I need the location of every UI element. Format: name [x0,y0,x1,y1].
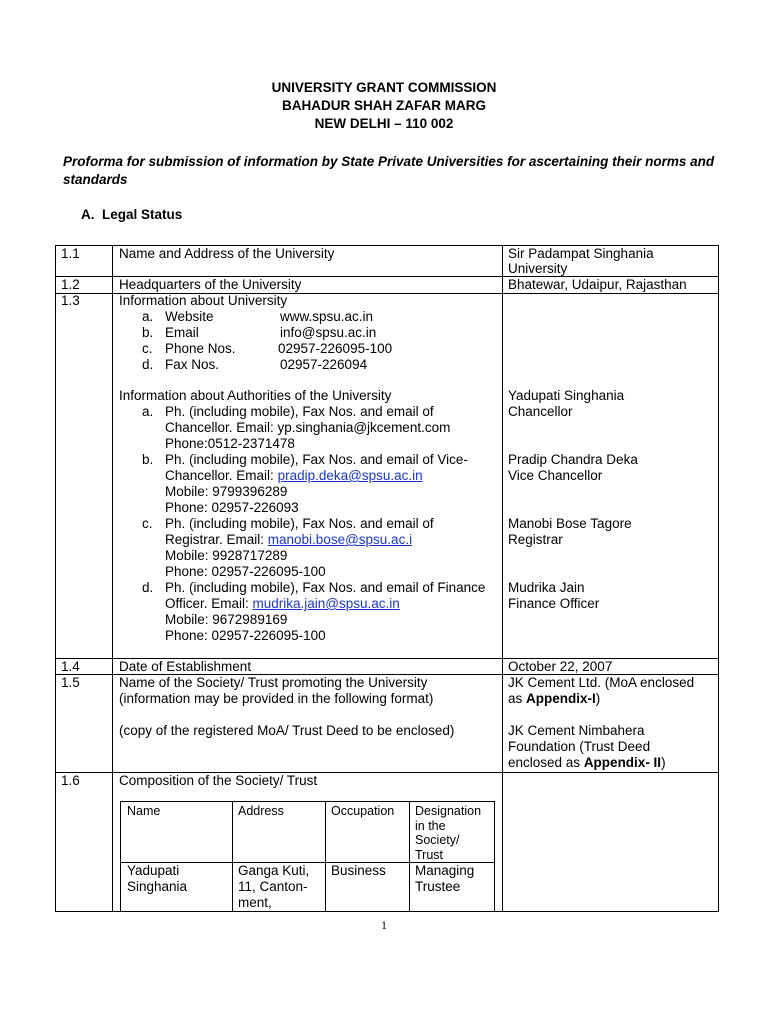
section-title: Legal Status [102,207,183,222]
composition-table [120,801,495,911]
section-marker: A. [81,207,95,222]
phone-value: 02957-226095-100 [278,341,393,356]
row-number: 1.3 [61,293,80,308]
row-label: Composition of the Society/ Trust [119,773,318,788]
list-marker: d. [142,357,154,372]
member-name: Yadupati [127,863,180,878]
member-address: ment, [238,895,272,910]
authority-line: Ph. (including mobile), Fax Nos. and email of Finance [165,580,486,595]
row-number: 1.6 [61,773,80,788]
list-marker: c. [142,341,153,356]
trust-value-appendix: enclosed as Appendix- II) [508,755,666,770]
chancellor-name: Yadupati Singhania [508,388,625,403]
authority-phone: Phone:0512-2371478 [165,436,295,451]
commission-city-line: NEW DELHI – 110 002 [314,116,454,131]
proforma-intro: Proforma for submission of information by State Private Universities for ascertaining their norms and standards [63,154,715,187]
row-label-note: (information may be provided in the following format) [119,691,434,706]
row-number: 1.1 [61,246,80,261]
member-designation: Managing [415,863,475,878]
member-name: Singhania [127,879,188,894]
list-marker: b. [142,452,154,467]
authority-phone: Phone: 02957-226095-100 [165,628,326,643]
chancellor-role: Chancellor [508,404,573,419]
phone-label: Phone Nos. [165,341,236,356]
establishment-date: October 22, 2007 [508,659,613,674]
col-header-designation: Designation [415,804,482,818]
legal-status-table [55,245,719,912]
authority-phone: Phone: 02957-226095-100 [165,564,326,579]
finance-email-link[interactable]: mudrika.jain@spsu.ac.in [252,596,400,611]
authority-line: Ph. (including mobile), Fax Nos. and email of Vice- [165,452,468,467]
row-number: 1.5 [61,675,80,690]
authority-mobile: Mobile: 9672989169 [165,612,288,627]
fax-value: 02957-226094 [280,357,368,372]
university-name-cont: University [508,261,568,276]
col-header-designation: in the [415,818,446,833]
commission-address-line: BAHADUR SHAH ZAFAR MARG [282,98,486,113]
page-number: 1 [381,918,387,932]
authority-email-line: Chancellor. Email: pradip.deka@spsu.ac.in [165,468,423,483]
authority-email-line: Officer. Email: mudrika.jain@spsu.ac.in [165,596,400,611]
list-marker: b. [142,325,154,340]
col-header-name: Name [127,804,161,818]
trust-value: Foundation (Trust Deed [508,739,651,754]
fax-label: Fax Nos. [165,357,220,372]
society-value-appendix: as Appendix-I) [508,691,601,706]
authority-mobile: Mobile: 9928717289 [165,548,288,563]
vc-role: Vice Chancellor [508,468,603,483]
row-label: Name and Address of the University [119,246,335,261]
row-label: Information about University [119,293,288,308]
member-occupation: Business [331,863,386,878]
authority-line: Ph. (including mobile), Fax Nos. and email of [165,516,434,531]
vc-name: Pradip Chandra Deka [508,452,638,467]
col-header-designation: Trust [415,847,444,862]
list-marker: c. [142,516,153,531]
member-address: 11, Canton- [238,879,308,894]
finance-officer-role: Finance Officer [508,596,600,611]
row-number: 1.2 [61,277,80,292]
trust-value: JK Cement Nimbahera [508,723,645,738]
list-marker: d. [142,580,154,595]
commission-title: UNIVERSITY GRANT COMMISSION [271,80,497,95]
authority-line: Ph. (including mobile), Fax Nos. and email of [165,404,434,419]
website-label: Website [165,309,214,324]
email-value[interactable]: info@spsu.ac.in [280,325,377,340]
registrar-name: Manobi Bose Tagore [508,516,632,531]
authority-email-line: Registrar. Email: manobi.bose@spsu.ac.i [165,532,413,547]
row-label: Name of the Society/ Trust promoting the University [119,675,428,690]
row-number: 1.4 [61,659,80,674]
col-header-occupation: Occupation [331,804,395,818]
vc-email-link[interactable]: pradip.deka@spsu.ac.in [277,468,423,483]
headquarters-value: Bhatewar, Udaipur, Rajasthan [508,277,687,292]
row-label-note: (copy of the registered MoA/ Trust Deed to be enclosed) [119,723,455,738]
website-value[interactable]: www.spsu.ac.in [280,309,374,324]
member-address: Ganga Kuti, [238,863,310,878]
finance-officer-name: Mudrika Jain [508,580,585,595]
row-label: Headquarters of the University [119,277,302,292]
authority-mobile: Mobile: 9799396289 [165,484,288,499]
authority-phone: Phone: 02957-226093 [165,500,299,515]
registrar-role: Registrar [508,532,563,547]
col-header-designation: Society/ [415,833,460,847]
list-marker: a. [142,404,154,419]
email-label: Email [165,325,199,340]
university-name: Sir Padampat Singhania [508,246,654,261]
authorities-label: Information about Authorities of the University [119,388,392,403]
col-header-address: Address [238,804,284,818]
section-heading [81,207,182,223]
member-designation: Trustee [415,879,461,894]
authority-email-line: Chancellor. Email: yp.singhania@jkcement.com [165,420,451,435]
registrar-email-link[interactable]: manobi.bose@spsu.ac.i [267,532,413,547]
society-value: JK Cement Ltd. (MoA enclosed [508,675,695,690]
list-marker: a. [142,309,154,324]
row-label: Date of Establishment [119,659,252,674]
